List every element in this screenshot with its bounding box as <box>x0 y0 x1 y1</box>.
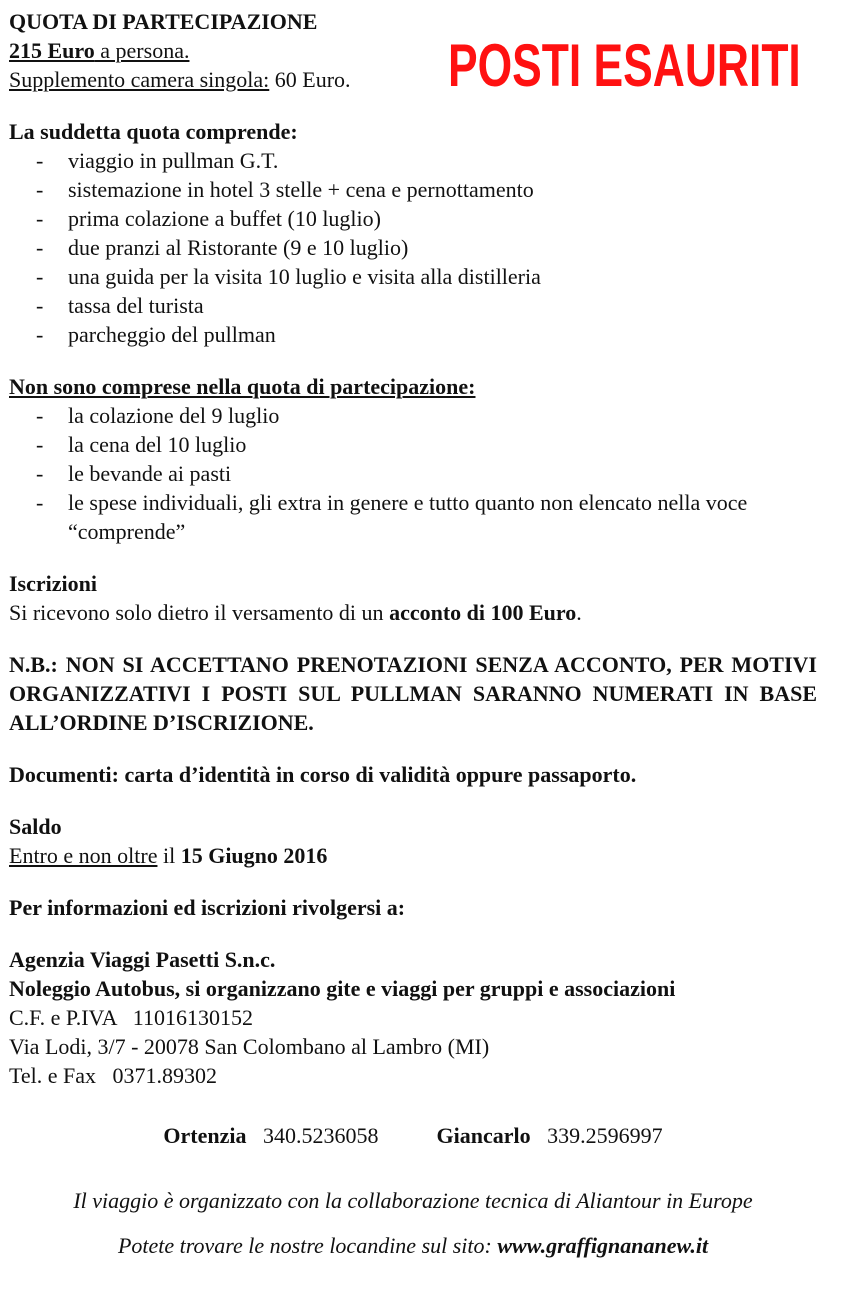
agency-section <box>9 945 817 1090</box>
list-item: - le bevande ai pasti <box>36 461 232 486</box>
price-section <box>9 7 817 99</box>
supplement-value: 60 Euro. <box>269 67 351 92</box>
includes-section <box>9 117 817 349</box>
contact-phone: 340.5236058 <box>262 1123 379 1148</box>
price-line <box>9 36 817 65</box>
price-per-person: a persona. <box>94 38 190 63</box>
website-link[interactable]: www.graffignananew.it <box>497 1233 709 1258</box>
organizer-note: Il viaggio è organizzato con la collaborazione tecnica di Aliantour in Europe <box>73 1188 753 1213</box>
list-item: - le spese individuali, gli extra in genere e tutto quanto non elencato nella voce “comprende” <box>36 490 748 544</box>
price-title: QUOTA DI PARTECIPAZIONE <box>9 9 318 34</box>
documents-note: Documenti: carta d’identità in corso di validità oppure passaporto. <box>9 762 637 787</box>
dash-bullet: - <box>36 490 44 515</box>
excludes-list <box>9 401 817 546</box>
contact-name: Ortenzia <box>163 1123 247 1148</box>
list-item: - la colazione del 9 luglio <box>36 403 280 428</box>
agency-address: Via Lodi, 3/7 - 20078 San Colombano al Lambro (MI) <box>9 1034 490 1059</box>
sold-out-stamp: POSTI ESAURITI <box>448 32 801 99</box>
list-item: - tassa del turista <box>36 293 204 318</box>
website-note: Potete trovare le nostre locandine sul sito: www.graffignananew.it <box>117 1233 709 1258</box>
excludes-section <box>9 372 817 546</box>
agency-phone: Tel. e Fax 0371.89302 <box>9 1063 218 1088</box>
deadline-date: 15 Giugno 2016 <box>180 843 328 868</box>
dash-bullet: - <box>36 264 44 289</box>
price-amount: 215 Euro <box>9 38 95 63</box>
dash-bullet: - <box>36 235 44 260</box>
agency-name: Agenzia Viaggi Pasetti S.n.c. <box>9 947 276 972</box>
list-item: - due pranzi al Ristorante (9 e 10 luglio) <box>36 235 409 260</box>
registration-section <box>9 569 817 627</box>
list-item: - viaggio in pullman G.T. <box>36 148 279 173</box>
dash-bullet: - <box>36 403 44 428</box>
dash-bullet: - <box>36 148 44 173</box>
deposit-amount: acconto di 100 Euro <box>389 600 577 625</box>
registration-title: Iscrizioni <box>9 571 97 596</box>
list-item: - una guida per la visita 10 luglio e visita alla distilleria <box>36 264 541 289</box>
contact-name: Giancarlo <box>436 1123 531 1148</box>
balance-section <box>9 812 817 870</box>
flyer-page <box>9 7 817 1260</box>
dash-bullet: - <box>36 177 44 202</box>
list-item: - prima colazione a buffet (10 luglio) <box>36 206 381 231</box>
list-item: - sistemazione in hotel 3 stelle + cena e pernottamento <box>36 177 534 202</box>
dash-bullet: - <box>36 322 44 347</box>
dash-bullet: - <box>36 206 44 231</box>
supplement-label: Supplemento camera singola: <box>9 67 270 92</box>
agency-vat: C.F. e P.IVA 11016130152 <box>9 1005 253 1030</box>
balance-deadline: Entro e non oltre il 15 Giugno 2016 <box>9 843 328 868</box>
contact-phone: 339.2596997 <box>547 1123 663 1148</box>
registration-text: Si ricevono solo dietro il versamento di un acconto di 100 Euro. <box>9 600 582 625</box>
includes-title: La suddetta quota comprende: <box>9 119 298 144</box>
deadline-label: Entro e non oltre <box>9 843 158 868</box>
excludes-title: Non sono comprese nella quota di partecipazione: <box>9 374 476 399</box>
contacts-row <box>9 1121 817 1150</box>
dash-bullet: - <box>36 461 44 486</box>
agency-tagline: Noleggio Autobus, si organizzano gite e viaggi per gruppi e associazioni <box>9 976 676 1001</box>
includes-list <box>9 146 817 349</box>
dash-bullet: - <box>36 293 44 318</box>
dash-bullet: - <box>36 432 44 457</box>
list-item: - parcheggio del pullman <box>36 322 276 347</box>
info-title: Per informazioni ed iscrizioni rivolgersi a: <box>9 895 406 920</box>
supplement-line <box>9 65 817 94</box>
balance-title: Saldo <box>9 814 62 839</box>
list-item: - la cena del 10 luglio <box>36 432 247 457</box>
nb-notice: N.B.: NON SI ACCETTANO PRENOTAZIONI SENZA ACCONTO, PER MOTIVI ORGANIZZATIVI I POSTI SUL PULLMAN SARANNO NUMERATI IN BASE ALL’ORDINE D’ISCRIZIONE. <box>9 652 817 735</box>
